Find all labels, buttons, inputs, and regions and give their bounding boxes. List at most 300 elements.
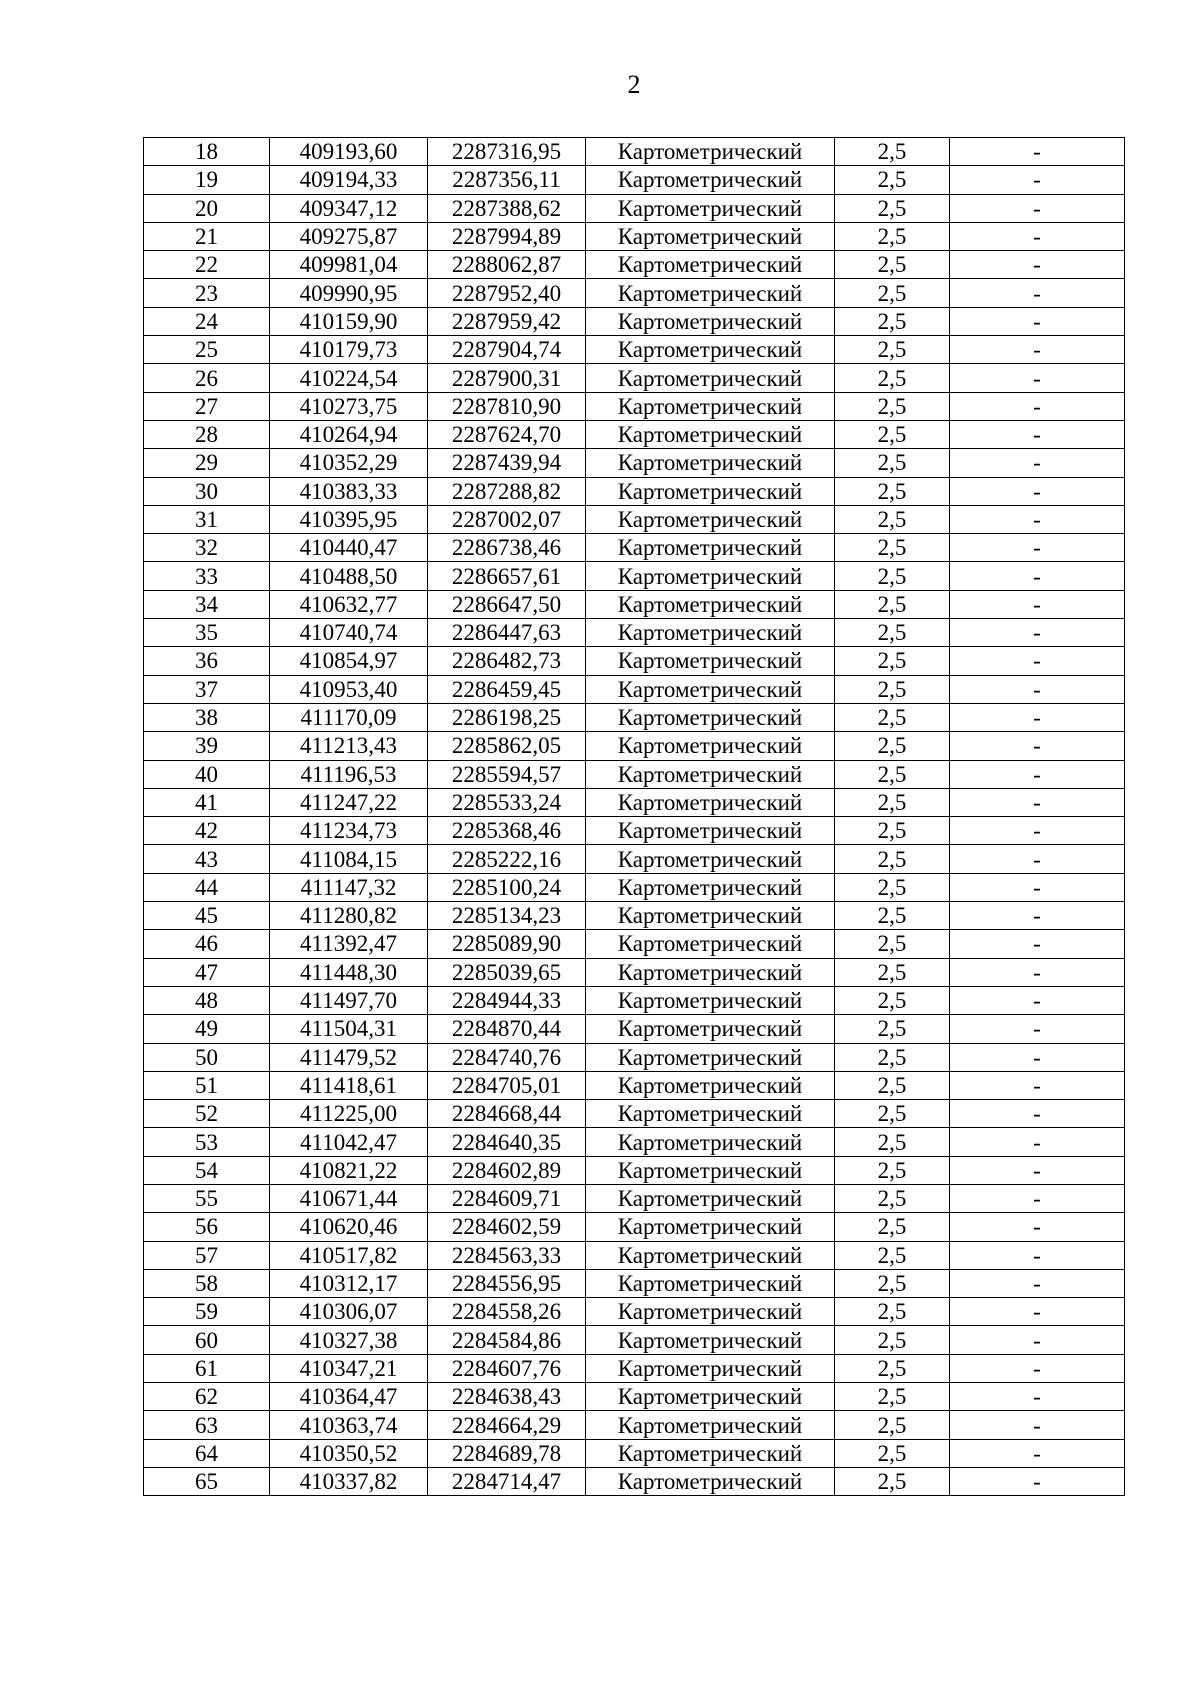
method-cell: Картометрический xyxy=(586,449,835,477)
accuracy-cell: 2,5 xyxy=(835,420,950,448)
table-row xyxy=(144,251,1125,279)
table-row xyxy=(144,222,1125,250)
method-cell: Картометрический xyxy=(586,1383,835,1411)
method-cell: Картометрический xyxy=(586,194,835,222)
description-cell: - xyxy=(950,1184,1125,1212)
point-number-cell: 44 xyxy=(144,873,270,901)
y-coordinate-cell: 2285862,05 xyxy=(428,732,586,760)
y-coordinate-cell: 2287959,42 xyxy=(428,307,586,335)
method-cell: Картометрический xyxy=(586,1213,835,1241)
method-cell: Картометрический xyxy=(586,1439,835,1467)
point-number-cell: 63 xyxy=(144,1411,270,1439)
point-number-cell: 52 xyxy=(144,1100,270,1128)
accuracy-cell: 2,5 xyxy=(835,1128,950,1156)
table-row xyxy=(144,477,1125,505)
y-coordinate-cell: 2284689,78 xyxy=(428,1439,586,1467)
coordinates-table-body xyxy=(144,138,1125,1496)
accuracy-cell: 2,5 xyxy=(835,279,950,307)
accuracy-cell: 2,5 xyxy=(835,477,950,505)
description-cell: - xyxy=(950,534,1125,562)
point-number-cell: 42 xyxy=(144,817,270,845)
description-cell: - xyxy=(950,675,1125,703)
table-row xyxy=(144,1043,1125,1071)
x-coordinate-cell: 410395,95 xyxy=(270,505,428,533)
y-coordinate-cell: 2288062,87 xyxy=(428,251,586,279)
method-cell: Картометрический xyxy=(586,1184,835,1212)
table-row xyxy=(144,194,1125,222)
point-number-cell: 58 xyxy=(144,1269,270,1297)
method-cell: Картометрический xyxy=(586,1128,835,1156)
point-number-cell: 46 xyxy=(144,930,270,958)
method-cell: Картометрический xyxy=(586,647,835,675)
x-coordinate-cell: 411225,00 xyxy=(270,1100,428,1128)
description-cell: - xyxy=(950,1015,1125,1043)
description-cell: - xyxy=(950,845,1125,873)
y-coordinate-cell: 2286459,45 xyxy=(428,675,586,703)
y-coordinate-cell: 2284602,89 xyxy=(428,1156,586,1184)
y-coordinate-cell: 2284584,86 xyxy=(428,1326,586,1354)
table-row xyxy=(144,392,1125,420)
x-coordinate-cell: 411504,31 xyxy=(270,1015,428,1043)
table-row xyxy=(144,703,1125,731)
x-coordinate-cell: 410383,33 xyxy=(270,477,428,505)
point-number-cell: 54 xyxy=(144,1156,270,1184)
description-cell: - xyxy=(950,1439,1125,1467)
method-cell: Картометрический xyxy=(586,902,835,930)
point-number-cell: 37 xyxy=(144,675,270,703)
y-coordinate-cell: 2284556,95 xyxy=(428,1269,586,1297)
accuracy-cell: 2,5 xyxy=(835,307,950,335)
table-row xyxy=(144,1156,1125,1184)
method-cell: Картометрический xyxy=(586,251,835,279)
method-cell: Картометрический xyxy=(586,534,835,562)
accuracy-cell: 2,5 xyxy=(835,675,950,703)
accuracy-cell: 2,5 xyxy=(835,1269,950,1297)
point-number-cell: 39 xyxy=(144,732,270,760)
table-row xyxy=(144,930,1125,958)
y-coordinate-cell: 2287288,82 xyxy=(428,477,586,505)
x-coordinate-cell: 410488,50 xyxy=(270,562,428,590)
accuracy-cell: 2,5 xyxy=(835,1326,950,1354)
method-cell: Картометрический xyxy=(586,619,835,647)
table-row xyxy=(144,958,1125,986)
x-coordinate-cell: 410352,29 xyxy=(270,449,428,477)
y-coordinate-cell: 2285222,16 xyxy=(428,845,586,873)
point-number-cell: 33 xyxy=(144,562,270,590)
y-coordinate-cell: 2286482,73 xyxy=(428,647,586,675)
method-cell: Картометрический xyxy=(586,845,835,873)
accuracy-cell: 2,5 xyxy=(835,505,950,533)
point-number-cell: 27 xyxy=(144,392,270,420)
method-cell: Картометрический xyxy=(586,222,835,250)
description-cell: - xyxy=(950,1241,1125,1269)
accuracy-cell: 2,5 xyxy=(835,1015,950,1043)
description-cell: - xyxy=(950,1156,1125,1184)
y-coordinate-cell: 2287356,11 xyxy=(428,166,586,194)
y-coordinate-cell: 2287002,07 xyxy=(428,505,586,533)
point-number-cell: 53 xyxy=(144,1128,270,1156)
point-number-cell: 32 xyxy=(144,534,270,562)
description-cell: - xyxy=(950,194,1125,222)
x-coordinate-cell: 411196,53 xyxy=(270,760,428,788)
accuracy-cell: 2,5 xyxy=(835,1354,950,1382)
y-coordinate-cell: 2284609,71 xyxy=(428,1184,586,1212)
point-number-cell: 59 xyxy=(144,1298,270,1326)
y-coordinate-cell: 2286738,46 xyxy=(428,534,586,562)
point-number-cell: 47 xyxy=(144,958,270,986)
table-row xyxy=(144,590,1125,618)
x-coordinate-cell: 410179,73 xyxy=(270,336,428,364)
method-cell: Картометрический xyxy=(586,817,835,845)
method-cell: Картометрический xyxy=(586,336,835,364)
y-coordinate-cell: 2287316,95 xyxy=(428,138,586,166)
table-row xyxy=(144,1411,1125,1439)
x-coordinate-cell: 410363,74 xyxy=(270,1411,428,1439)
table-row xyxy=(144,1241,1125,1269)
y-coordinate-cell: 2287810,90 xyxy=(428,392,586,420)
y-coordinate-cell: 2287624,70 xyxy=(428,420,586,448)
table-row xyxy=(144,1213,1125,1241)
accuracy-cell: 2,5 xyxy=(835,138,950,166)
table-row xyxy=(144,1326,1125,1354)
description-cell: - xyxy=(950,222,1125,250)
x-coordinate-cell: 410671,44 xyxy=(270,1184,428,1212)
y-coordinate-cell: 2284664,29 xyxy=(428,1411,586,1439)
method-cell: Картометрический xyxy=(586,675,835,703)
description-cell: - xyxy=(950,449,1125,477)
point-number-cell: 19 xyxy=(144,166,270,194)
y-coordinate-cell: 2284558,26 xyxy=(428,1298,586,1326)
point-number-cell: 51 xyxy=(144,1071,270,1099)
point-number-cell: 65 xyxy=(144,1467,270,1495)
description-cell: - xyxy=(950,392,1125,420)
table-row xyxy=(144,1439,1125,1467)
method-cell: Картометрический xyxy=(586,138,835,166)
point-number-cell: 23 xyxy=(144,279,270,307)
x-coordinate-cell: 409981,04 xyxy=(270,251,428,279)
point-number-cell: 61 xyxy=(144,1354,270,1382)
description-cell: - xyxy=(950,279,1125,307)
method-cell: Картометрический xyxy=(586,420,835,448)
description-cell: - xyxy=(950,930,1125,958)
description-cell: - xyxy=(950,1298,1125,1326)
y-coordinate-cell: 2287952,40 xyxy=(428,279,586,307)
description-cell: - xyxy=(950,1354,1125,1382)
x-coordinate-cell: 410273,75 xyxy=(270,392,428,420)
x-coordinate-cell: 410312,17 xyxy=(270,1269,428,1297)
y-coordinate-cell: 2285134,23 xyxy=(428,902,586,930)
point-number-cell: 57 xyxy=(144,1241,270,1269)
point-number-cell: 29 xyxy=(144,449,270,477)
x-coordinate-cell: 411448,30 xyxy=(270,958,428,986)
method-cell: Картометрический xyxy=(586,986,835,1014)
description-cell: - xyxy=(950,1269,1125,1297)
table-row xyxy=(144,1383,1125,1411)
method-cell: Картометрический xyxy=(586,166,835,194)
x-coordinate-cell: 411392,47 xyxy=(270,930,428,958)
point-number-cell: 21 xyxy=(144,222,270,250)
table-row xyxy=(144,1269,1125,1297)
point-number-cell: 62 xyxy=(144,1383,270,1411)
method-cell: Картометрический xyxy=(586,1269,835,1297)
y-coordinate-cell: 2286647,50 xyxy=(428,590,586,618)
y-coordinate-cell: 2284640,35 xyxy=(428,1128,586,1156)
accuracy-cell: 2,5 xyxy=(835,336,950,364)
x-coordinate-cell: 409990,95 xyxy=(270,279,428,307)
x-coordinate-cell: 410620,46 xyxy=(270,1213,428,1241)
accuracy-cell: 2,5 xyxy=(835,1383,950,1411)
description-cell: - xyxy=(950,562,1125,590)
x-coordinate-cell: 409193,60 xyxy=(270,138,428,166)
method-cell: Картометрический xyxy=(586,788,835,816)
y-coordinate-cell: 2284668,44 xyxy=(428,1100,586,1128)
accuracy-cell: 2,5 xyxy=(835,873,950,901)
accuracy-cell: 2,5 xyxy=(835,1043,950,1071)
accuracy-cell: 2,5 xyxy=(835,392,950,420)
method-cell: Картометрический xyxy=(586,279,835,307)
accuracy-cell: 2,5 xyxy=(835,732,950,760)
y-coordinate-cell: 2284607,76 xyxy=(428,1354,586,1382)
description-cell: - xyxy=(950,477,1125,505)
point-number-cell: 55 xyxy=(144,1184,270,1212)
method-cell: Картометрический xyxy=(586,590,835,618)
point-number-cell: 20 xyxy=(144,194,270,222)
y-coordinate-cell: 2286447,63 xyxy=(428,619,586,647)
table-row xyxy=(144,138,1125,166)
table-row xyxy=(144,675,1125,703)
x-coordinate-cell: 410350,52 xyxy=(270,1439,428,1467)
x-coordinate-cell: 410953,40 xyxy=(270,675,428,703)
accuracy-cell: 2,5 xyxy=(835,1411,950,1439)
accuracy-cell: 2,5 xyxy=(835,902,950,930)
page-number: 2 xyxy=(627,70,641,99)
x-coordinate-cell: 410337,82 xyxy=(270,1467,428,1495)
description-cell: - xyxy=(950,986,1125,1014)
y-coordinate-cell: 2284740,76 xyxy=(428,1043,586,1071)
table-row xyxy=(144,1015,1125,1043)
x-coordinate-cell: 410517,82 xyxy=(270,1241,428,1269)
method-cell: Картометрический xyxy=(586,873,835,901)
accuracy-cell: 2,5 xyxy=(835,760,950,788)
point-number-cell: 36 xyxy=(144,647,270,675)
y-coordinate-cell: 2286198,25 xyxy=(428,703,586,731)
accuracy-cell: 2,5 xyxy=(835,1298,950,1326)
table-row xyxy=(144,1467,1125,1495)
x-coordinate-cell: 411170,09 xyxy=(270,703,428,731)
table-row xyxy=(144,817,1125,845)
y-coordinate-cell: 2284714,47 xyxy=(428,1467,586,1495)
table-row xyxy=(144,902,1125,930)
x-coordinate-cell: 411418,61 xyxy=(270,1071,428,1099)
x-coordinate-cell: 411084,15 xyxy=(270,845,428,873)
description-cell: - xyxy=(950,732,1125,760)
table-row xyxy=(144,619,1125,647)
point-number-cell: 31 xyxy=(144,505,270,533)
description-cell: - xyxy=(950,1411,1125,1439)
y-coordinate-cell: 2285089,90 xyxy=(428,930,586,958)
method-cell: Картометрический xyxy=(586,760,835,788)
table-row xyxy=(144,788,1125,816)
accuracy-cell: 2,5 xyxy=(835,449,950,477)
x-coordinate-cell: 410854,97 xyxy=(270,647,428,675)
point-number-cell: 18 xyxy=(144,138,270,166)
accuracy-cell: 2,5 xyxy=(835,1156,950,1184)
point-number-cell: 35 xyxy=(144,619,270,647)
method-cell: Картометрический xyxy=(586,1071,835,1099)
table-row xyxy=(144,760,1125,788)
point-number-cell: 40 xyxy=(144,760,270,788)
accuracy-cell: 2,5 xyxy=(835,1071,950,1099)
y-coordinate-cell: 2287388,62 xyxy=(428,194,586,222)
y-coordinate-cell: 2285368,46 xyxy=(428,817,586,845)
point-number-cell: 60 xyxy=(144,1326,270,1354)
point-number-cell: 24 xyxy=(144,307,270,335)
accuracy-cell: 2,5 xyxy=(835,534,950,562)
x-coordinate-cell: 410347,21 xyxy=(270,1354,428,1382)
description-cell: - xyxy=(950,251,1125,279)
description-cell: - xyxy=(950,1326,1125,1354)
x-coordinate-cell: 409194,33 xyxy=(270,166,428,194)
method-cell: Картометрический xyxy=(586,1015,835,1043)
x-coordinate-cell: 410740,74 xyxy=(270,619,428,647)
description-cell: - xyxy=(950,703,1125,731)
table-row xyxy=(144,505,1125,533)
y-coordinate-cell: 2284870,44 xyxy=(428,1015,586,1043)
accuracy-cell: 2,5 xyxy=(835,1241,950,1269)
method-cell: Картометрический xyxy=(586,958,835,986)
accuracy-cell: 2,5 xyxy=(835,364,950,392)
description-cell: - xyxy=(950,1043,1125,1071)
y-coordinate-cell: 2287439,94 xyxy=(428,449,586,477)
accuracy-cell: 2,5 xyxy=(835,166,950,194)
x-coordinate-cell: 411213,43 xyxy=(270,732,428,760)
y-coordinate-cell: 2284563,33 xyxy=(428,1241,586,1269)
description-cell: - xyxy=(950,590,1125,618)
method-cell: Картометрический xyxy=(586,477,835,505)
x-coordinate-cell: 410224,54 xyxy=(270,364,428,392)
description-cell: - xyxy=(950,166,1125,194)
y-coordinate-cell: 2284638,43 xyxy=(428,1383,586,1411)
description-cell: - xyxy=(950,873,1125,901)
x-coordinate-cell: 411042,47 xyxy=(270,1128,428,1156)
accuracy-cell: 2,5 xyxy=(835,1467,950,1495)
x-coordinate-cell: 410440,47 xyxy=(270,534,428,562)
description-cell: - xyxy=(950,364,1125,392)
accuracy-cell: 2,5 xyxy=(835,817,950,845)
point-number-cell: 45 xyxy=(144,902,270,930)
x-coordinate-cell: 409347,12 xyxy=(270,194,428,222)
x-coordinate-cell: 410632,77 xyxy=(270,590,428,618)
method-cell: Картометрический xyxy=(586,1411,835,1439)
description-cell: - xyxy=(950,420,1125,448)
accuracy-cell: 2,5 xyxy=(835,1100,950,1128)
table-row xyxy=(144,307,1125,335)
description-cell: - xyxy=(950,1213,1125,1241)
method-cell: Картометрический xyxy=(586,1241,835,1269)
point-number-cell: 34 xyxy=(144,590,270,618)
x-coordinate-cell: 410159,90 xyxy=(270,307,428,335)
description-cell: - xyxy=(950,505,1125,533)
method-cell: Картометрический xyxy=(586,1100,835,1128)
table-row xyxy=(144,1071,1125,1099)
description-cell: - xyxy=(950,958,1125,986)
point-number-cell: 50 xyxy=(144,1043,270,1071)
y-coordinate-cell: 2287904,74 xyxy=(428,336,586,364)
x-coordinate-cell: 411497,70 xyxy=(270,986,428,1014)
description-cell: - xyxy=(950,760,1125,788)
description-cell: - xyxy=(950,619,1125,647)
y-coordinate-cell: 2284944,33 xyxy=(428,986,586,1014)
description-cell: - xyxy=(950,1383,1125,1411)
x-coordinate-cell: 411479,52 xyxy=(270,1043,428,1071)
y-coordinate-cell: 2285039,65 xyxy=(428,958,586,986)
table-row xyxy=(144,1100,1125,1128)
table-row xyxy=(144,873,1125,901)
x-coordinate-cell: 410327,38 xyxy=(270,1326,428,1354)
method-cell: Картометрический xyxy=(586,1156,835,1184)
table-row xyxy=(144,986,1125,1014)
y-coordinate-cell: 2284705,01 xyxy=(428,1071,586,1099)
description-cell: - xyxy=(950,902,1125,930)
accuracy-cell: 2,5 xyxy=(835,845,950,873)
table-row xyxy=(144,1354,1125,1382)
method-cell: Картометрический xyxy=(586,562,835,590)
point-number-cell: 22 xyxy=(144,251,270,279)
y-coordinate-cell: 2285100,24 xyxy=(428,873,586,901)
coordinates-table xyxy=(143,137,1125,1496)
y-coordinate-cell: 2287994,89 xyxy=(428,222,586,250)
accuracy-cell: 2,5 xyxy=(835,703,950,731)
y-coordinate-cell: 2287900,31 xyxy=(428,364,586,392)
point-number-cell: 38 xyxy=(144,703,270,731)
description-cell: - xyxy=(950,817,1125,845)
table-row xyxy=(144,364,1125,392)
x-coordinate-cell: 410264,94 xyxy=(270,420,428,448)
table-row xyxy=(144,562,1125,590)
accuracy-cell: 2,5 xyxy=(835,1213,950,1241)
y-coordinate-cell: 2284602,59 xyxy=(428,1213,586,1241)
point-number-cell: 56 xyxy=(144,1213,270,1241)
method-cell: Картометрический xyxy=(586,505,835,533)
description-cell: - xyxy=(950,1071,1125,1099)
table-row xyxy=(144,420,1125,448)
method-cell: Картометрический xyxy=(586,392,835,420)
point-number-cell: 41 xyxy=(144,788,270,816)
x-coordinate-cell: 410821,22 xyxy=(270,1156,428,1184)
accuracy-cell: 2,5 xyxy=(835,1439,950,1467)
table-row xyxy=(144,279,1125,307)
method-cell: Картометрический xyxy=(586,930,835,958)
method-cell: Картометрический xyxy=(586,307,835,335)
point-number-cell: 43 xyxy=(144,845,270,873)
table-row xyxy=(144,449,1125,477)
x-coordinate-cell: 410364,47 xyxy=(270,1383,428,1411)
accuracy-cell: 2,5 xyxy=(835,590,950,618)
method-cell: Картометрический xyxy=(586,1043,835,1071)
point-number-cell: 64 xyxy=(144,1439,270,1467)
method-cell: Картометрический xyxy=(586,732,835,760)
description-cell: - xyxy=(950,1128,1125,1156)
accuracy-cell: 2,5 xyxy=(835,647,950,675)
x-coordinate-cell: 411280,82 xyxy=(270,902,428,930)
description-cell: - xyxy=(950,1467,1125,1495)
description-cell: - xyxy=(950,307,1125,335)
accuracy-cell: 2,5 xyxy=(835,222,950,250)
accuracy-cell: 2,5 xyxy=(835,619,950,647)
description-cell: - xyxy=(950,138,1125,166)
method-cell: Картометрический xyxy=(586,1326,835,1354)
point-number-cell: 25 xyxy=(144,336,270,364)
